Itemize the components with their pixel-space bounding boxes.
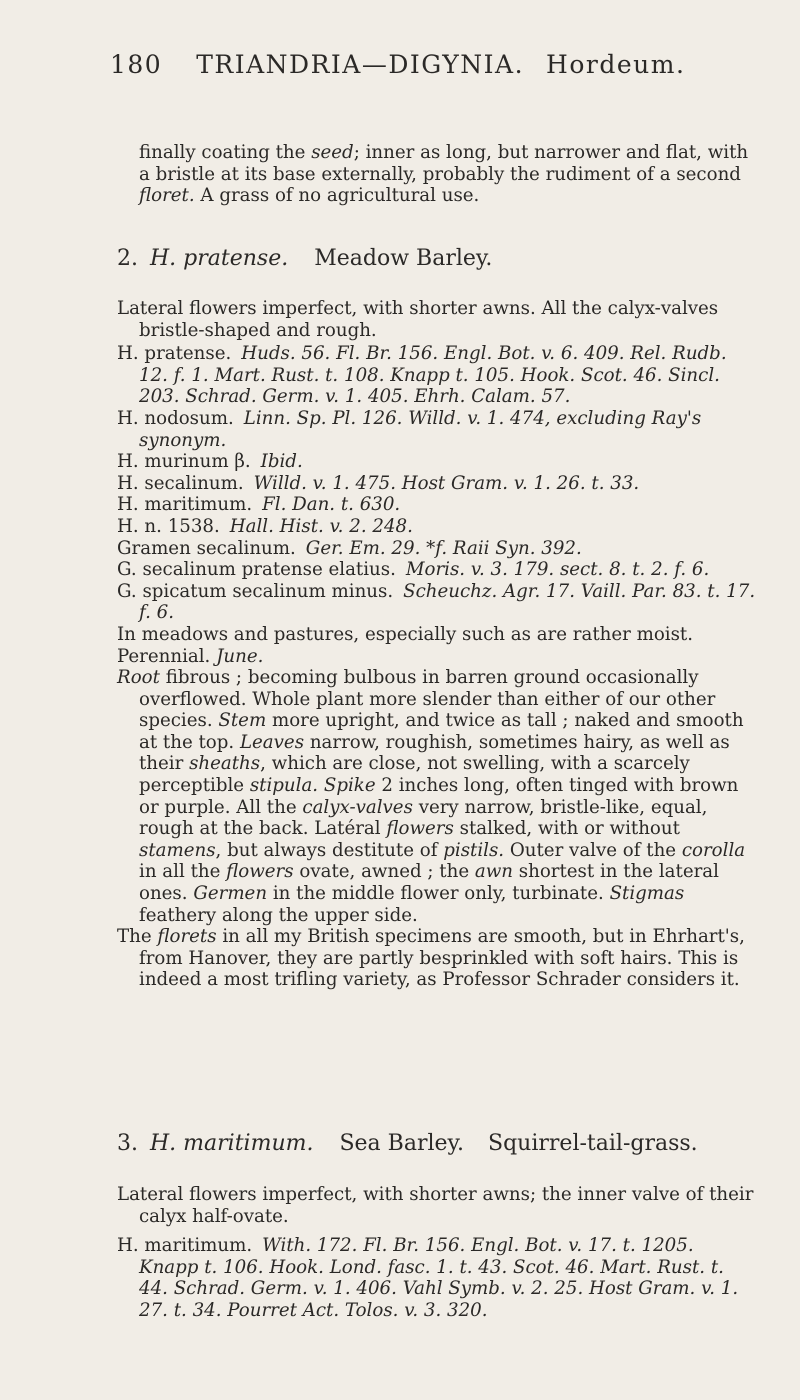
page-number: 180 [110,50,163,79]
section-title: TRIANDRIA—DIGYNIA. [196,50,525,79]
term-floret: floret. [139,185,195,207]
species-2-latin-name: H. pratense. [150,246,289,271]
species-2-description: Root fibrous ; becoming bulbous in barren ground occasionally overflowed. Whole plant more slender than either of our other species. Stem more upright, and twice as tall ; naked and smooth at the top. Leaves narrow, roughish, sometimes hairy, as well as their sheaths, which are close, not swelling, with a scarcely perceptible stipula. Spike 2 inches long, often tinged with brown or purple. All the calyx-valves very narrow, bristle-like, equal, rough at the back. Latéral flowers stalked, with or without stamens, but always destitute of pistils. Outer valve of the corolla in all the flowers ovate, awned ; the awn shortest in the lateral ones. Germen in the middle flower only, turbinate. Stigmas feathery along the upper side. [117,667,746,926]
species-3-common-name-alt: Squirrel-tail-grass. [488,1131,698,1156]
species-3-body [117,1184,757,1322]
synonym-entry: G. secalinum pratense elatius. Moris. v. 3. 179. sect. 8. t. 2. f. 6. [117,559,710,581]
synonym-entry: H. maritimum. With. 172. Fl. Br. 156. Engl. Bot. v. 17. t. 1205. Knapp t. 106. Hook. Lond. fasc. 1. t. 43. Scot. 46. Mart. Rust. t. 44. Schrad. Germ. v. 1. 406. Vahl Symb. v. 2. 25. Host Gram. v. 1. 27. t. 34. Pourret Act. Tolos. v. 3. 320. [117,1235,739,1321]
species-2-habitat: In meadows and pastures, especially such as are rather moist. [117,623,694,645]
genus-title: Hordeum. [546,50,686,79]
species-2-duration: Perennial. June. [117,645,264,667]
species-3-diagnosis: Lateral flowers imperfect, with shorter awns; the inner valve of their calyx half-ovate. [117,1184,754,1227]
species-2-note: The florets in all my British specimens are smooth, but in Ehrhart's, from Hanover, they are partly besprinkled with soft hairs. This is indeed a most trifling variety, as Professor Schrader considers it. [117,926,745,991]
species-3-common-name: Sea Barley. [339,1131,465,1156]
synonym-entry: Gramen secalinum. Ger. Em. 29. *f. Raii Syn. 392. [117,537,582,559]
running-head [110,50,790,79]
synonym-entry: H. n. 1538. Hall. Hist. v. 2. 248. [117,515,413,537]
species-2-diagnosis: Lateral flowers imperfect, with shorter awns. All the calyx-valves bristle-shaped and rough. [117,298,719,341]
synonym-entry: H. nodosum. Linn. Sp. Pl. 126. Willd. v. 1. 474, excluding Ray's synonym. [117,407,702,451]
intro-paragraph: finally coating the seed; inner as long, but narrower and flat, with a bristle at its base externally, probably the rudiment of a second floret. A grass of no agricultural use. [139,142,749,207]
synonym-entry: H. murinum β. Ibid. [117,451,303,473]
species-3-latin-name: H. maritimum. [150,1131,314,1156]
species-2-body [117,298,757,991]
synonym-entry: H. maritimum. Fl. Dan. t. 630. [117,494,401,516]
synonym-entry: H. secalinum. Willd. v. 1. 475. Host Gram. v. 1. 26. t. 33. [117,472,640,494]
synonym-entry: H. pratense. Huds. 56. Fl. Br. 156. Engl. Bot. v. 6. 409. Rel. Rudb. 12. f. 1. Mart. Rust. t. 108. Knapp t. 105. Hook. Scot. 46. Sincl. 203. Schrad. Germ. v. 1. 405. Ehrh. Calam. 57. [117,343,727,408]
species-2-heading: 2. H. pratense. Meadow Barley. [117,246,493,271]
synonym-entry: G. spicatum secalinum minus. Scheuchz. Agr. 17. Vaill. Par. 83. t. 17. f. 6. [117,580,756,624]
species-2-common-name: Meadow Barley. [314,246,493,271]
term-seed: seed [311,142,354,163]
species-3-heading: 3. H. maritimum. Sea Barley. Squirrel-tail-grass. [117,1131,698,1156]
